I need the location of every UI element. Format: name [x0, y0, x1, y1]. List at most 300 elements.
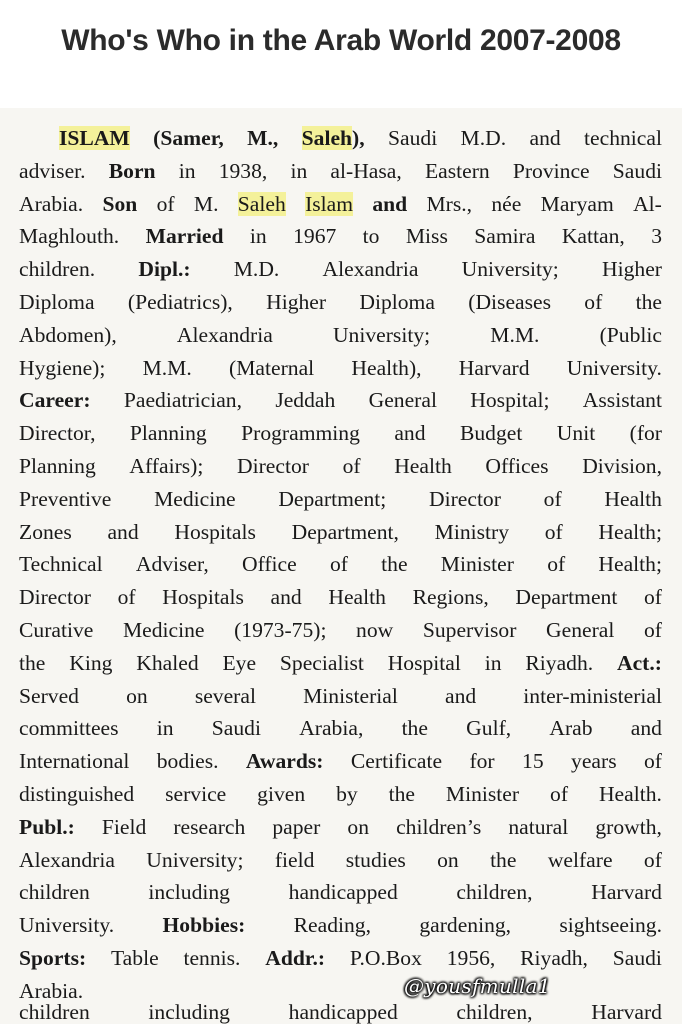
- entry-word: [136, 548, 209, 581]
- entry-line: [19, 450, 662, 483]
- entry-text: Eastern: [424, 158, 490, 183]
- entry-line: [19, 319, 662, 352]
- entry-text: in: [484, 650, 502, 675]
- entry-word: [426, 188, 472, 221]
- entry-text: distinguished: [19, 781, 135, 806]
- entry-word: [557, 417, 595, 450]
- entry-word: [351, 352, 421, 385]
- entry-text: 1967: [293, 224, 337, 249]
- entry-word: [469, 745, 494, 778]
- entry-text: natural: [508, 814, 569, 839]
- entry-text: of: [544, 519, 563, 544]
- cutoff-word: [19, 996, 90, 1008]
- entry-word: [162, 581, 244, 614]
- entry-word: [470, 384, 549, 417]
- entry-text: including: [148, 880, 230, 905]
- entry-line: [19, 417, 662, 450]
- entry-word: [146, 844, 243, 877]
- entry-text: of: [156, 191, 175, 216]
- book-clipping: [0, 108, 682, 1024]
- entry-text: Sports:: [19, 945, 87, 970]
- entry-text: King: [69, 650, 113, 675]
- cutoff-line: [19, 1014, 662, 1026]
- entry-word: [238, 188, 286, 221]
- entry-word: [402, 712, 428, 745]
- entry-text: University.: [566, 355, 662, 380]
- entry-word: [549, 712, 592, 745]
- entry-text: Office: [241, 552, 297, 577]
- entry-text: Maryam: [540, 191, 614, 216]
- entry-word: [630, 417, 662, 450]
- entry-word: [292, 516, 399, 549]
- entry-text: Served: [19, 683, 79, 708]
- entry-word: [633, 188, 662, 221]
- entry-text: Gulf,: [466, 716, 512, 741]
- entry-word: [177, 319, 273, 352]
- entry-word: [545, 516, 563, 549]
- watermark: @yousfmulla1: [404, 974, 551, 998]
- entry-text: Al-: [633, 191, 662, 216]
- entry-word: [19, 220, 119, 253]
- entry-line: [19, 384, 662, 417]
- entry-word: [429, 483, 501, 516]
- entry-text: Son: [102, 191, 138, 216]
- entry-word: [278, 483, 386, 516]
- entry-text: of: [342, 453, 361, 478]
- entry-text: Budget: [459, 421, 523, 446]
- entry-word: [219, 155, 268, 188]
- entry-word: [157, 745, 219, 778]
- entry-word: [602, 253, 662, 286]
- entry-text: and: [107, 519, 139, 544]
- entry-word: [234, 614, 326, 647]
- entry-word: [174, 516, 256, 549]
- entry-text: inter-ministerial: [523, 683, 662, 708]
- entry-line: [19, 647, 662, 680]
- entry-word: [157, 712, 174, 745]
- entry-word: [447, 942, 496, 975]
- entry-text: Born: [108, 158, 156, 183]
- entry-word: [490, 319, 539, 352]
- entry-word: [234, 253, 280, 286]
- entry-text: the: [19, 650, 46, 675]
- entry-word: [350, 942, 422, 975]
- entry-word: [246, 745, 324, 778]
- entry-word: [165, 778, 226, 811]
- entry-text: M.D.: [460, 126, 507, 150]
- entry-text: General: [368, 388, 437, 413]
- entry-text: paper: [272, 814, 321, 839]
- entry-word: [19, 876, 90, 909]
- entry-word: [123, 614, 205, 647]
- entry-line: [19, 680, 662, 713]
- entry-text: Department: [515, 585, 618, 610]
- entry-word: [351, 745, 442, 778]
- entry-word: [247, 122, 278, 155]
- highlighted-text: Islam: [305, 191, 354, 216]
- entry-word: [468, 286, 551, 319]
- entry-text: Department;: [278, 486, 387, 511]
- entry-text: Act.:: [617, 650, 662, 675]
- entry-word: [19, 811, 75, 844]
- entry-line: [19, 844, 662, 877]
- entry-line: [19, 778, 662, 811]
- entry-text: the: [381, 552, 408, 577]
- entry-word: [419, 909, 511, 942]
- entry-text: by: [336, 781, 358, 806]
- entry-word: [129, 450, 203, 483]
- entry-text: Married: [145, 224, 224, 249]
- entry-word: [604, 483, 662, 516]
- entry-line: [19, 876, 662, 909]
- entry-text: Hobbies:: [162, 913, 246, 938]
- entry-text: Curative: [19, 617, 94, 642]
- entry-text: Alexandria: [176, 322, 273, 347]
- cutoff-word: [148, 996, 230, 1008]
- entry-text: on: [437, 847, 459, 872]
- entry-word: [437, 844, 459, 877]
- entry-word: [19, 909, 114, 942]
- entry-word: [389, 778, 415, 811]
- entry-word: [513, 155, 590, 188]
- entry-text: adviser.: [19, 158, 86, 183]
- entry-word: [582, 450, 662, 483]
- entry-text: Minister: [440, 552, 514, 577]
- entry-text: University;: [332, 322, 431, 347]
- entry-word: [290, 155, 307, 188]
- entry-text: of: [543, 486, 562, 511]
- entry-text: (Diseases: [468, 289, 551, 314]
- entry-word: [19, 188, 83, 221]
- entry-word: [275, 844, 315, 877]
- entry-word: [546, 614, 614, 647]
- entry-text: of: [644, 585, 662, 610]
- entry-text: Arabia,: [299, 716, 364, 741]
- entry-word: [559, 909, 662, 942]
- entry-line: [19, 745, 662, 778]
- entry-text: welfare: [547, 847, 613, 872]
- entry-word: [544, 483, 562, 516]
- entry-word: [179, 155, 196, 188]
- entry-text: children’s: [396, 814, 482, 839]
- entry-word: [631, 712, 662, 745]
- entry-text: on: [347, 814, 369, 839]
- entry-word: [69, 647, 112, 680]
- entry-word: [599, 778, 662, 811]
- entry-word: [363, 220, 380, 253]
- entry-word: [584, 286, 602, 319]
- entry-line: [19, 122, 662, 155]
- entry-word: [456, 876, 532, 909]
- entry-text: Jeddah: [275, 388, 336, 413]
- entry-text: of: [643, 617, 662, 642]
- entry-word: [237, 450, 309, 483]
- entry-word: [333, 319, 430, 352]
- entry-text: Dipl.:: [138, 257, 191, 282]
- entry-line: [19, 188, 662, 221]
- entry-word: [617, 647, 662, 680]
- entry-line: [19, 581, 662, 614]
- entry-word: [651, 220, 662, 253]
- entry-text: Planning: [19, 453, 96, 478]
- entry-word: [381, 548, 407, 581]
- entry-word: [474, 220, 535, 253]
- entry-word: [242, 548, 297, 581]
- entry-text: children.: [19, 257, 96, 282]
- entry-text: Harvard: [458, 355, 530, 380]
- entry-word: [294, 909, 371, 942]
- entry-word: [466, 712, 511, 745]
- entry-text: Harvard: [591, 880, 662, 905]
- entry-text: Riyadh,: [520, 945, 588, 970]
- entry-text: Ministerial: [303, 683, 398, 708]
- entry-text: of: [643, 847, 662, 872]
- entry-text: Zones: [19, 519, 72, 544]
- entry-word: [644, 745, 662, 778]
- entry-word: [413, 581, 489, 614]
- entry-line: [19, 614, 662, 647]
- entry-text: (Maternal: [229, 355, 315, 380]
- entry-word: [336, 778, 358, 811]
- entry-text: University.: [19, 913, 115, 938]
- cutoff-word: [591, 996, 662, 1008]
- entry-word: [508, 811, 568, 844]
- entry-text: Riyadh.: [525, 650, 594, 675]
- entry-word: [644, 581, 662, 614]
- entry-word: [138, 253, 190, 286]
- entry-text: Diploma: [19, 289, 95, 314]
- entry-text: Addr.:: [265, 945, 326, 970]
- entry-word: [388, 122, 437, 155]
- entry-text: (1973-75);: [234, 617, 327, 642]
- entry-text: Mrs.,: [426, 191, 473, 216]
- entry-word: [118, 581, 136, 614]
- highlighted-text: Saleh: [301, 126, 353, 150]
- entry-text: children,: [456, 880, 533, 905]
- entry-text: Diploma: [359, 289, 435, 314]
- entry-word: [644, 614, 662, 647]
- entry-word: [19, 516, 72, 549]
- entry-text: Reading,: [293, 913, 371, 938]
- entry-word: [459, 352, 530, 385]
- entry-text: Higher: [266, 289, 327, 314]
- entry-text: Hygiene);: [19, 355, 106, 380]
- entry-text: Health: [394, 453, 452, 478]
- entry-text: given: [257, 781, 306, 806]
- entry-word: [275, 384, 335, 417]
- entry-word: [195, 680, 256, 713]
- entry-word: [19, 483, 111, 516]
- entry-word: [19, 647, 45, 680]
- entry-text: growth,: [595, 814, 662, 839]
- entry-word: [19, 286, 95, 319]
- entry-word: [446, 778, 519, 811]
- entry-text: Programming: [241, 421, 360, 446]
- entry-line: [19, 942, 662, 975]
- entry-text: Health.: [598, 781, 662, 806]
- entry-word: [19, 384, 91, 417]
- entry-word: [109, 155, 156, 188]
- entry-word: [289, 876, 398, 909]
- entry-word: [19, 942, 86, 975]
- biography-entry: [19, 122, 662, 1008]
- entry-text: research: [173, 814, 246, 839]
- entry-text: Saudi: [612, 945, 662, 970]
- entry-word: [19, 581, 91, 614]
- entry-line: [19, 155, 662, 188]
- entry-text: bodies.: [156, 749, 219, 774]
- entry-word: [19, 253, 95, 286]
- entry-text: 3: [651, 224, 662, 249]
- entry-text: to: [362, 224, 380, 249]
- entry-word: [163, 909, 246, 942]
- entry-text: for: [469, 749, 495, 774]
- entry-word: [394, 417, 425, 450]
- entry-word: [423, 614, 517, 647]
- entry-text: M.M.: [490, 322, 540, 347]
- entry-word: [126, 680, 148, 713]
- entry-line: [19, 712, 662, 745]
- entry-word: [19, 155, 86, 188]
- entry-word: [143, 352, 192, 385]
- entry-word: [19, 680, 79, 713]
- entry-text: (Samer,: [153, 126, 224, 150]
- entry-text: and: [444, 683, 477, 708]
- entry-word: [567, 352, 662, 385]
- entry-word: [388, 647, 461, 680]
- entry-word: [396, 811, 481, 844]
- entry-word: [280, 647, 364, 680]
- entry-text: 15: [522, 749, 544, 774]
- entry-text: Minister: [445, 781, 520, 806]
- entry-word: [359, 286, 435, 319]
- entry-word: [305, 188, 353, 221]
- entry-text: Health),: [351, 355, 422, 380]
- entry-text: 1938,: [218, 158, 268, 183]
- entry-text: M.: [193, 191, 219, 216]
- entry-word: [222, 647, 256, 680]
- entry-text: Samira: [474, 224, 536, 249]
- entry-text: Hospital: [387, 650, 461, 675]
- entry-text: Health;: [598, 519, 662, 544]
- entry-text: M.,: [247, 126, 279, 150]
- entry-text: Director: [237, 453, 309, 478]
- entry-text: Health;: [598, 552, 662, 577]
- entry-word: [130, 417, 207, 450]
- entry-word: [102, 811, 146, 844]
- entry-text: tennis.: [183, 945, 241, 970]
- entry-text: Department,: [291, 519, 399, 544]
- entry-word: [347, 811, 369, 844]
- entry-word: [491, 188, 521, 221]
- entry-word: [595, 811, 662, 844]
- entry-text: Saudi: [211, 716, 261, 741]
- highlighted-text: ISLAM: [59, 126, 130, 150]
- entry-text: and: [630, 716, 662, 741]
- entry-text: al-Hasa,: [330, 158, 402, 183]
- entry-text: and: [394, 421, 426, 446]
- entry-word: [271, 581, 302, 614]
- entry-text: Miss: [405, 224, 448, 249]
- entry-word: [462, 253, 559, 286]
- entry-line: [19, 548, 662, 581]
- entry-text: in: [249, 224, 267, 249]
- entry-text: technical: [584, 126, 662, 150]
- entry-text: Director: [19, 585, 91, 610]
- entry-text: Field: [101, 814, 147, 839]
- entry-text: M.D.: [233, 257, 280, 282]
- entry-word: [19, 778, 134, 811]
- entry-word: [485, 647, 502, 680]
- entry-word: [525, 647, 593, 680]
- entry-word: [19, 614, 93, 647]
- entry-word: [547, 548, 565, 581]
- entry-text: the: [490, 847, 517, 872]
- entry-line: [19, 483, 662, 516]
- entry-text: Technical: [19, 552, 103, 577]
- entry-text: Hospitals: [162, 585, 244, 610]
- entry-line: [19, 220, 662, 253]
- entry-word: [19, 450, 96, 483]
- entry-word: [584, 122, 662, 155]
- entry-word: [265, 942, 325, 975]
- entry-word: [600, 319, 662, 352]
- page-title: Who's Who in the Arab World 2007-2008: [61, 24, 621, 57]
- entry-text: the: [388, 781, 415, 806]
- entry-text: of: [547, 552, 566, 577]
- entry-text: Unit: [556, 421, 596, 446]
- entry-word: [323, 253, 419, 286]
- entry-word: [154, 483, 236, 516]
- entry-word: [548, 844, 613, 877]
- entry-word: [19, 844, 115, 877]
- entry-word: [136, 647, 198, 680]
- entry-text: on: [126, 683, 148, 708]
- entry-word: [124, 384, 242, 417]
- entry-text: Health: [328, 585, 386, 610]
- entry-line: [19, 516, 662, 549]
- entry-word: [445, 680, 476, 713]
- entry-text: Saudi: [388, 126, 438, 150]
- entry-text: Medicine: [122, 617, 205, 642]
- entry-text: Health: [604, 486, 662, 511]
- entry-text: Kattan,: [561, 224, 625, 249]
- entry-word: [356, 614, 393, 647]
- entry-word: [598, 516, 662, 549]
- entry-word: [157, 188, 175, 221]
- entry-text: Planning: [129, 421, 207, 446]
- entry-text: P.O.Box: [349, 945, 422, 970]
- entry-word: [59, 122, 130, 155]
- entry-text: gardening,: [419, 913, 512, 938]
- entry-text: of: [329, 552, 348, 577]
- entry-word: [598, 548, 662, 581]
- entry-text: several: [194, 683, 256, 708]
- entry-word: [173, 811, 245, 844]
- entry-word: [183, 942, 240, 975]
- entry-word: [250, 220, 267, 253]
- entry-text: service: [165, 781, 227, 806]
- entry-text: now: [356, 617, 394, 642]
- entry-text: Maghlouth.: [19, 224, 120, 249]
- entry-text: Supervisor: [422, 617, 517, 642]
- entry-word: [19, 417, 95, 450]
- entry-word: [299, 712, 363, 745]
- entry-text: Arabia.: [19, 191, 84, 216]
- entry-word: [148, 876, 230, 909]
- entry-text: Province: [512, 158, 590, 183]
- entry-text: University;: [146, 847, 244, 872]
